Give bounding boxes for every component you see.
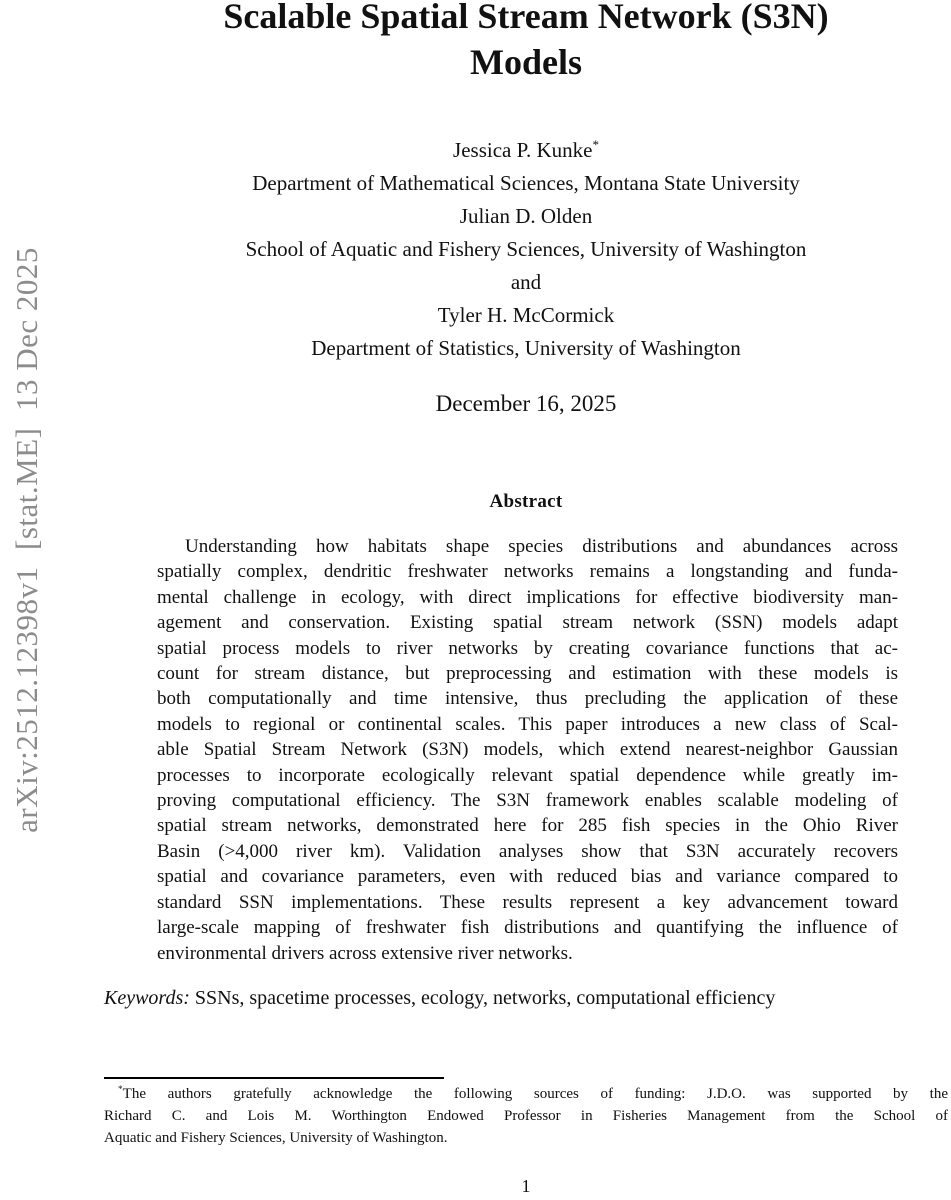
author-separator: and	[510, 270, 542, 294]
abstract-line: spatial stream networks, demonstrated here for 285 fish species in the Ohio River	[157, 815, 898, 837]
footnote-line: Aquatic and Fishery Sciences, University of Washington.	[104, 1130, 448, 1146]
abstract-heading: Abstract	[489, 491, 563, 512]
abstract-line: able Spatial Stream Network (S3N) models, which extend nearest-neighbor Gaussian	[157, 739, 898, 761]
abstract-line: proving computational efficiency. The S3N framework enables scalable modeling of	[157, 790, 898, 812]
abstract-line: both computationally and time intensive, thus precluding the application of these	[157, 688, 898, 710]
author-name: Tyler H. McCormick	[437, 303, 615, 327]
author-name: Julian D. Olden	[459, 204, 593, 228]
abstract-line: spatial process models to river networks by creating covariance functions that ac-	[157, 637, 898, 659]
author-name-text: Jessica P. Kunke	[453, 138, 593, 162]
abstract-line: spatial and covariance parameters, even with reduced bias and variance compared to	[157, 866, 898, 888]
abstract-line: standard SSN implementations. These results represent a key advancement toward	[157, 891, 898, 913]
footnote-rule	[104, 1077, 444, 1079]
paper-date: December 16, 2025	[435, 391, 617, 416]
footnote-marker-superscript: *	[592, 137, 599, 152]
abstract-body	[157, 534, 898, 966]
author-affiliation: Department of Statistics, University of Washington	[311, 336, 741, 360]
abstract-line: Basin (>4,000 river km). Validation analyses show that S3N accurately recovers	[157, 840, 898, 862]
keywords-text: SSNs, spacetime processes, ecology, networks, computational efficiency	[189, 987, 776, 1009]
paper-title	[104, 0, 948, 85]
abstract-line: large-scale mapping of freshwater fish distributions and quantifying the influence of	[157, 917, 898, 939]
paper-title-line2: Models	[470, 42, 582, 82]
abstract-line: processes to incorporate ecologically relevant spatial dependence while greatly im-	[157, 764, 898, 786]
author-affiliation: School of Aquatic and Fishery Sciences, University of Washington	[245, 237, 807, 261]
keywords-label: Keywords:	[104, 987, 190, 1009]
footnote-line	[104, 1083, 948, 1105]
abstract-line: agement and conservation. Existing spatial stream network (SSN) models adapt	[157, 612, 898, 634]
abstract-line: models to regional or continental scales. This paper introduces a new class of Scal-	[157, 713, 898, 735]
footnote-block	[104, 1083, 948, 1149]
author-block	[104, 134, 948, 365]
paper-title-line1: Scalable Spatial Stream Network (S3N)	[223, 0, 829, 36]
footnote-marker: *	[118, 1085, 123, 1095]
footnote-line: Richard C. and Lois M. Worthington Endowed Professor in Fisheries Management from the School of	[104, 1108, 948, 1124]
arxiv-watermark: arXiv:2512.12398v1 [stat.ME] 13 Dec 2025	[9, 247, 44, 833]
keywords-line	[104, 987, 948, 1010]
abstract-line: count for stream distance, but preprocessing and estimation with these models is	[157, 663, 898, 685]
abstract-line: mental challenge in ecology, with direct implications for effective biodiversity man-	[157, 586, 898, 608]
abstract-line: Understanding how habitats shape species distributions and abundances across	[185, 536, 898, 557]
author-name	[104, 134, 948, 167]
author-affiliation: Department of Mathematical Sciences, Montana State University	[252, 171, 800, 195]
footnote-text: The authors gratefully acknowledge the following sources of funding: J.D.O. was supported by the	[122, 1086, 948, 1102]
abstract-line: spatially complex, dendritic freshwater networks remains a longstanding and funda-	[157, 561, 898, 583]
page-number: 1	[521, 1176, 531, 1196]
abstract-line: environmental drivers across extensive river networks.	[157, 942, 573, 964]
